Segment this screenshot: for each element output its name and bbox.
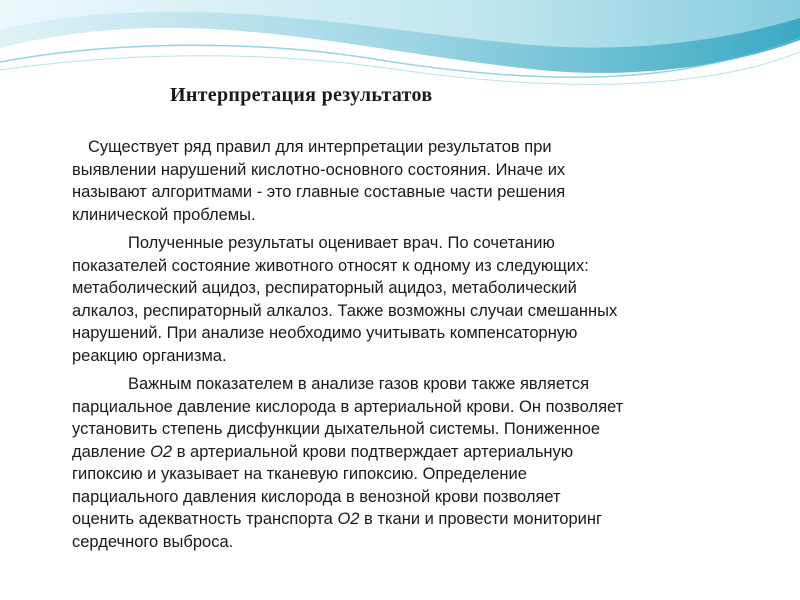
paragraph-3-line: парциального давления кислорода в венозной крови позволяет: [72, 487, 561, 506]
paragraph-2-line: реакцию организма.: [72, 346, 227, 365]
o2-term: О2: [150, 442, 173, 461]
paragraph-2-line: показателей состояние животного относят к одному из следующих:: [72, 256, 589, 275]
text-run: давление: [72, 442, 151, 461]
paragraph-3-line: [72, 441, 762, 464]
paragraph-3-line: [72, 508, 762, 531]
slide-title: Интерпретация результатов: [170, 84, 433, 106]
text-run: оценить адекватность транспорта: [72, 510, 338, 528]
o2-term: О2: [337, 510, 360, 528]
paragraph-1: [72, 136, 762, 226]
paragraph-2-line: алкалоз, респираторный алкалоз. Также возможны случаи смешанных: [72, 301, 618, 320]
paragraph-3-line: сердечного выброса.: [72, 532, 234, 551]
paragraph-3-line: Важным показателем в анализе газов крови также является: [128, 375, 590, 393]
slide-body: [72, 136, 762, 553]
paragraph-2: [72, 232, 762, 367]
paragraph-1-line: выявлении нарушений кислотно-основного состояния. Иначе их: [72, 160, 566, 179]
paragraph-1-line: Существует ряд правил для интерпретации результатов при: [88, 138, 552, 156]
paragraph-3-line: парциальное давление кислорода в артериальной крови. Он позволяет: [72, 397, 624, 416]
paragraph-1-line: называют алгоритмами - это главные составные части решения: [72, 183, 566, 201]
paragraph-3-line: гипоксию и указывает на тканевую гипоксию. Определение: [72, 465, 527, 483]
paragraph-2-line: нарушений. При анализе необходимо учитывать компенсаторную: [72, 324, 578, 342]
paragraph-1-line: клинической проблемы.: [72, 205, 256, 224]
paragraph-3: [72, 373, 762, 553]
paragraph-2-line: метаболический ацидоз, респираторный ацидоз, метаболический: [72, 279, 577, 297]
text-run: в ткани и провести мониторинг: [359, 510, 603, 528]
text-run: в артериальной крови подтверждает артериальную: [172, 442, 574, 461]
paragraph-3-line: установить степень дисфункции дыхательной системы. Пониженное: [72, 420, 601, 438]
paragraph-2-line: Полученные результаты оценивает врач. По сочетанию: [128, 234, 555, 252]
